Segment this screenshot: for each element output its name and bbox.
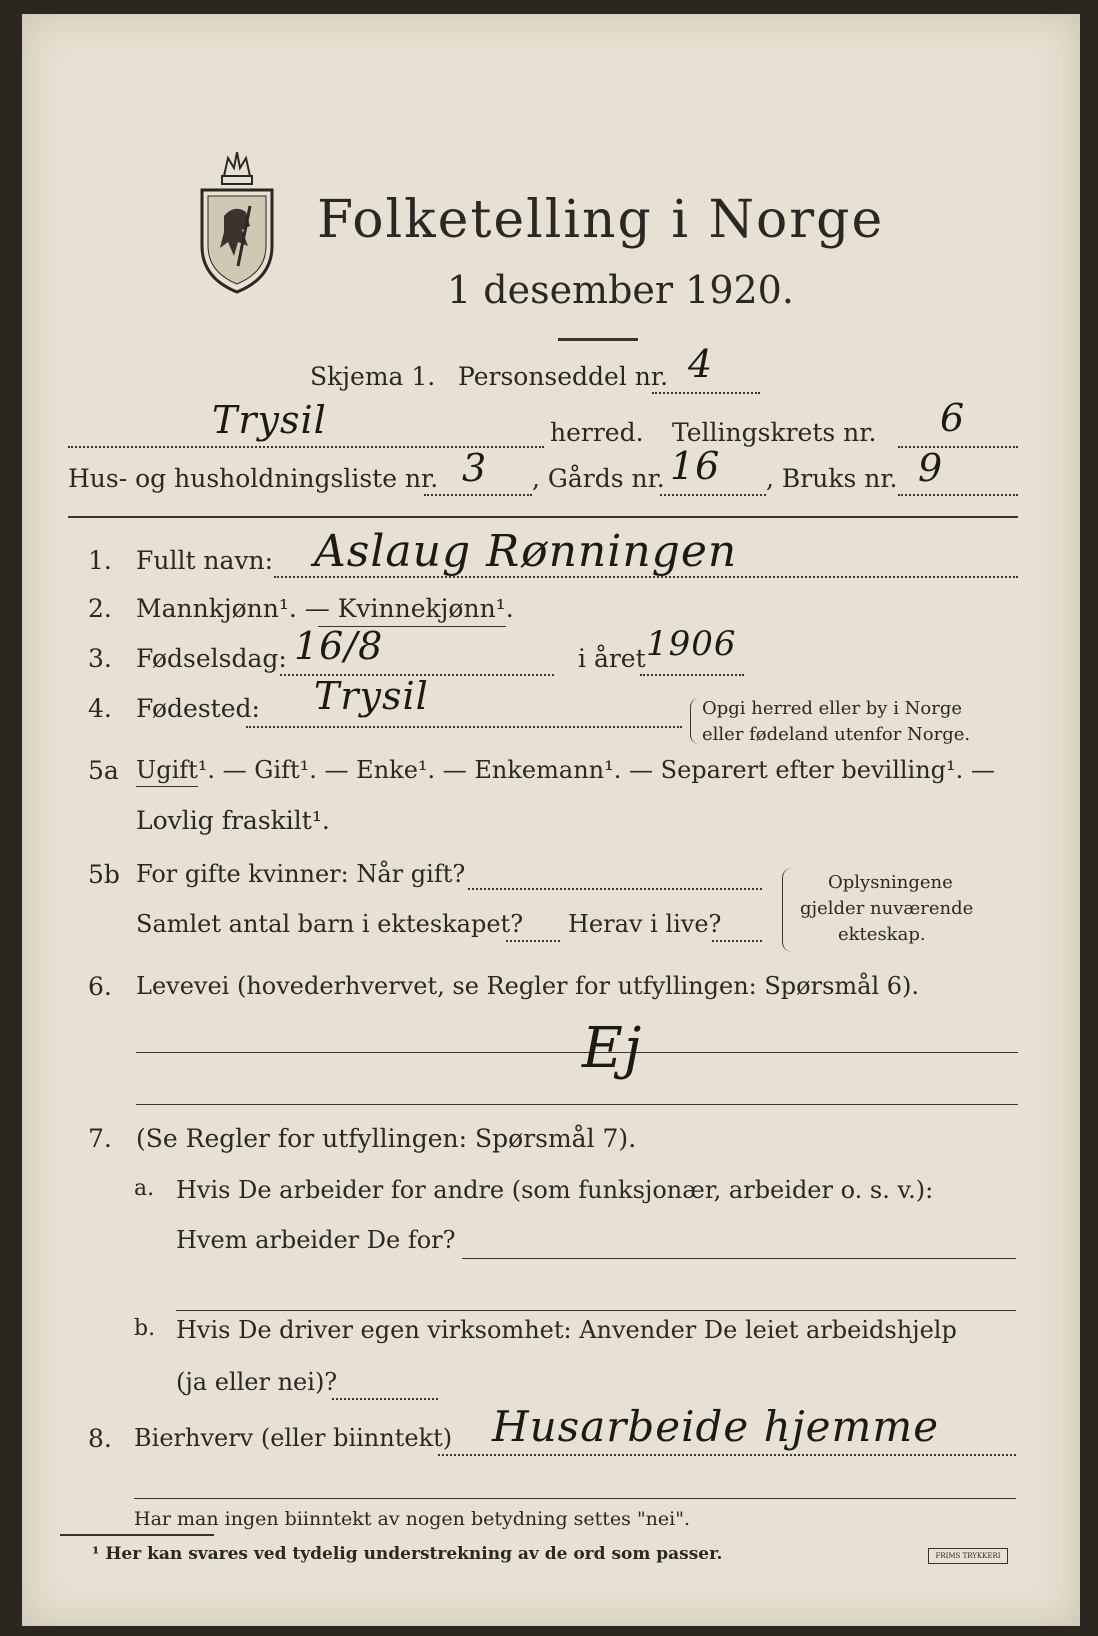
bruks-value: 9 <box>918 446 944 490</box>
q5b-note2: gjelder nuværende <box>800 898 974 919</box>
q3-year-label: i året <box>578 644 646 673</box>
q5b-note3: ekteskap. <box>838 924 926 945</box>
q3-label: Fødselsdag: <box>136 644 287 673</box>
q5b-line2a: Samlet antal barn i ekteskapet? <box>136 910 524 938</box>
q5b-number: 5b <box>88 860 120 889</box>
personseddel-label: Personseddel nr. <box>458 362 669 391</box>
herred-value: Trysil <box>212 398 327 442</box>
q7a-letter: a. <box>134 1176 155 1201</box>
q3-number: 3. <box>88 644 112 673</box>
tellingskrets-field <box>898 446 1018 448</box>
q6-line1 <box>136 1052 1018 1053</box>
q7b-line1: Hvis De driver egen virksomhet: Anvender De leiet arbeidshjelp <box>176 1316 957 1344</box>
tellingskrets-value: 6 <box>940 396 966 440</box>
husliste-value: 3 <box>462 446 488 490</box>
q8-value: Husarbeide hjemme <box>492 1402 940 1451</box>
q5b-line1: For gifte kvinner: Når gift? <box>136 860 466 888</box>
printer-stamp: FRIMS TRYKKERI <box>928 1548 1008 1564</box>
q4-note-line2: eller fødeland utenfor Norge. <box>702 724 971 745</box>
q7a-line2: Hvem arbeider De for? <box>176 1226 456 1254</box>
q5b-line2b: Herav i live? <box>568 910 722 938</box>
q4-field <box>246 726 682 728</box>
q6-value: Ej <box>582 1016 643 1081</box>
personseddel-value: 4 <box>688 342 714 386</box>
q8-number: 8. <box>88 1424 112 1453</box>
q6-label: Levevei (hovederhvervet, se Regler for utfyllingen: Spørsmål 6). <box>136 972 920 1000</box>
gards-field <box>660 494 766 496</box>
personseddel-field <box>652 392 760 394</box>
q8-field <box>438 1454 1016 1456</box>
gards-label: , Gårds nr. <box>532 464 665 493</box>
q7a-line1: Hvis De arbeider for andre (som funksjonær, arbeider o. s. v.): <box>176 1176 934 1204</box>
q5b-note1: Oplysningene <box>828 872 953 893</box>
herred-label: herred. <box>550 418 644 447</box>
form-subtitle: 1 desember 1920. <box>447 268 794 312</box>
bruks-field <box>898 494 1018 496</box>
census-form <box>22 14 1080 1626</box>
q5b-note-bracket <box>782 868 793 952</box>
q5a-line2: Lovlig fraskilt¹. <box>136 806 330 835</box>
nei-note: Har man ingen biinntekt av nogen betydning settes "nei". <box>134 1508 691 1530</box>
footnote-divider <box>60 1534 214 1536</box>
q7-label: (Se Regler for utfyllingen: Spørsmål 7). <box>136 1124 637 1153</box>
bruks-label: , Bruks nr. <box>766 464 898 493</box>
q5b-children-field <box>506 940 560 942</box>
footnote: ¹ Her kan svares ved tydelig understrekning av de ord som passer. <box>92 1544 723 1564</box>
q5b-married-field <box>468 888 762 890</box>
q7-number: 7. <box>88 1124 112 1153</box>
q7b-letter: b. <box>134 1316 156 1341</box>
header-divider <box>68 516 1018 518</box>
q7a-field <box>462 1258 1016 1259</box>
title-divider <box>558 338 638 341</box>
q8-bottom-line <box>134 1498 1016 1499</box>
q3-year-value: 1906 <box>646 624 737 664</box>
q5a-number: 5a <box>88 756 119 785</box>
q1-label: Fullt navn: <box>136 546 274 575</box>
q4-note-line1: Opgi herred eller by i Norge <box>702 698 963 719</box>
q4-value: Trysil <box>314 674 429 718</box>
q4-number: 4. <box>88 694 112 723</box>
q5b-alive-field <box>712 940 762 942</box>
q5a-underline <box>136 786 198 787</box>
q1-number: 1. <box>88 546 112 575</box>
husliste-field <box>424 494 532 496</box>
q4-note-bracket <box>690 698 699 744</box>
q7b-field <box>332 1398 438 1400</box>
skjema-label: Skjema 1. <box>310 362 436 391</box>
q6-line2 <box>136 1104 1018 1105</box>
q1-value: Aslaug Rønningen <box>314 526 738 577</box>
q4-label: Fødested: <box>136 694 260 723</box>
q2-number: 2. <box>88 594 112 623</box>
coat-of-arms-icon <box>194 146 280 296</box>
q7b-line2: (ja eller nei)? <box>176 1368 338 1396</box>
q7a-line3 <box>176 1310 1016 1311</box>
form-title: Folketelling i Norge <box>317 190 885 250</box>
tellingskrets-label: Tellingskrets nr. <box>672 418 877 447</box>
q2-label: Mannkjønn¹. — Kvinnekjønn¹. <box>136 594 514 623</box>
q8-label: Bierhverv (eller biinntekt) <box>134 1424 453 1452</box>
q5a-line1: Ugift¹. — Gift¹. — Enke¹. — Enkemann¹. — Separert efter bevilling¹. — <box>136 756 995 784</box>
q3-year-field <box>640 674 744 676</box>
q3-value: 16/8 <box>294 624 384 668</box>
gards-value: 16 <box>670 444 721 488</box>
q6-number: 6. <box>88 972 112 1001</box>
husliste-label: Hus- og husholdningsliste nr. <box>68 464 439 493</box>
